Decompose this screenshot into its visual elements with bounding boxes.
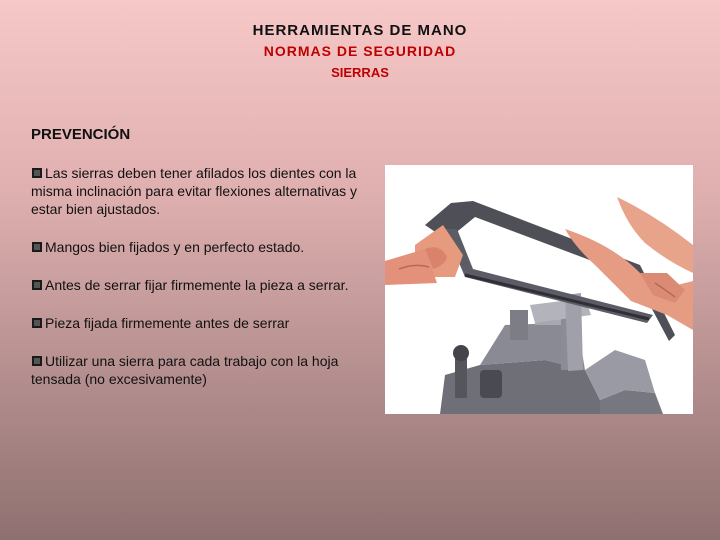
slide-topic: SIERRAS	[331, 65, 389, 80]
checkbox-bullet-icon	[31, 355, 43, 367]
section-heading: PREVENCIÓN	[31, 126, 131, 143]
checkbox-bullet-icon	[31, 317, 43, 329]
slide-title: HERRAMIENTAS DE MANO	[252, 22, 468, 39]
list-item	[31, 238, 366, 256]
hacksaw-in-vise-icon	[385, 165, 693, 414]
list-item	[31, 164, 366, 218]
list-item	[31, 352, 366, 388]
list-item-text: Antes de serrar fijar firmemente la pieza a serrar.	[45, 277, 349, 293]
checkbox-bullet-icon	[31, 167, 43, 179]
list-item	[31, 314, 366, 332]
checkbox-bullet-icon	[31, 241, 43, 253]
list-item-text: Las sierras deben tener afilados los dientes con la misma inclinación para evitar flexiones alternativas y estar bien ajustados.	[31, 165, 358, 217]
hacksaw-illustration	[385, 165, 693, 414]
slide-subtitle: NORMAS DE SEGURIDAD	[263, 43, 457, 59]
checkbox-bullet-icon	[31, 279, 43, 291]
prevention-list	[31, 164, 366, 406]
list-item-text: Pieza fijada firmemente antes de serrar	[45, 315, 290, 331]
list-item	[31, 276, 366, 294]
list-item-text: Mangos bien fijados y en perfecto estado.	[45, 239, 305, 255]
list-item-text: Utilizar una sierra para cada trabajo con la hoja tensada (no excesivamente)	[31, 353, 339, 387]
